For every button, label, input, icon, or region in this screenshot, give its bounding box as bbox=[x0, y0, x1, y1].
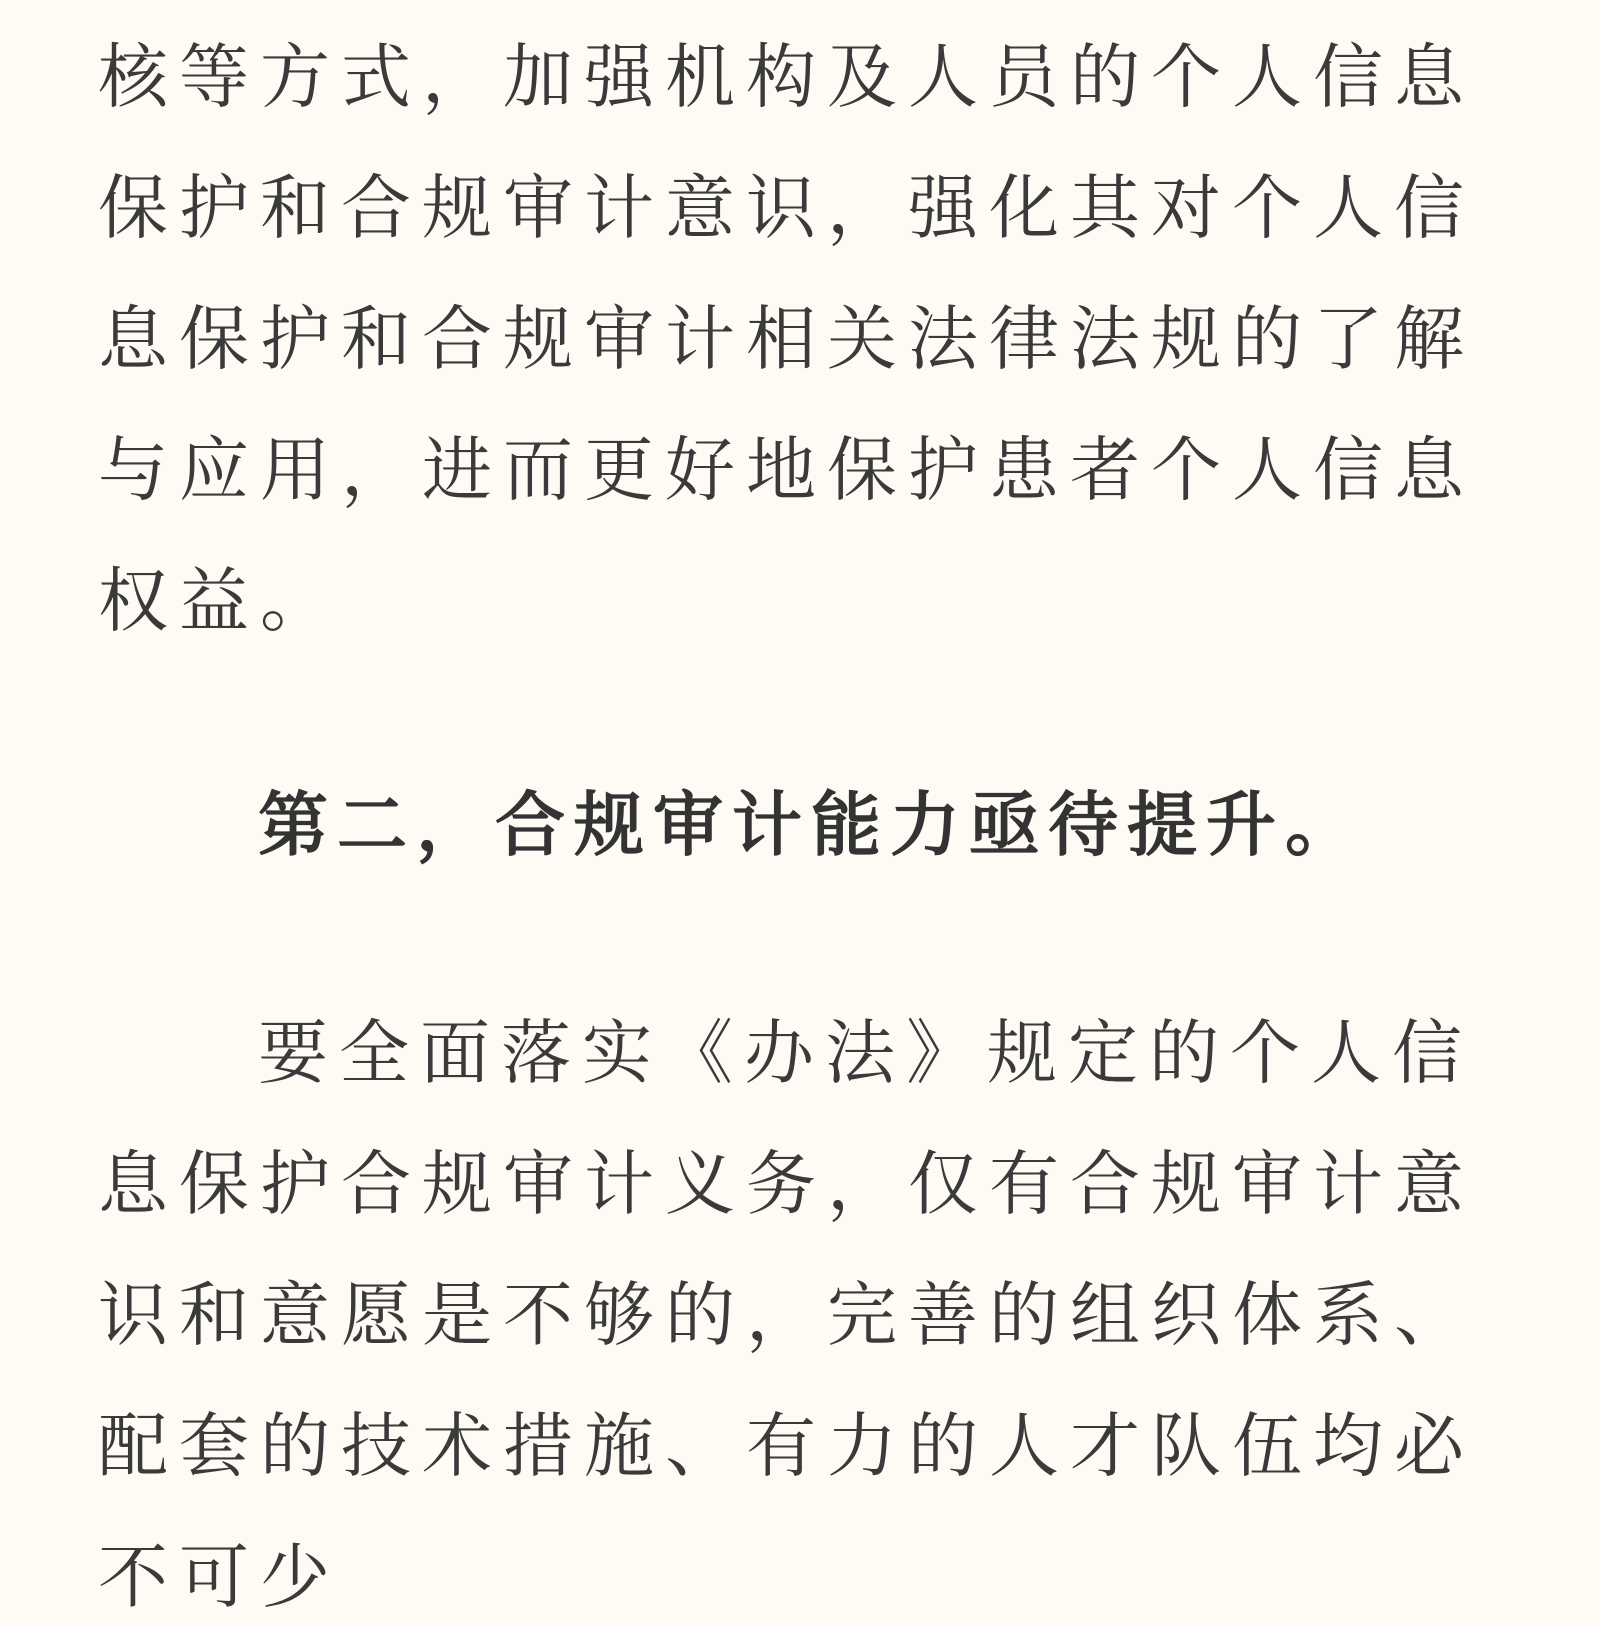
paragraph-2-line-4: 配套的技术措施、有力的人才队伍均必 bbox=[98, 1405, 1475, 1487]
paragraph-2-line-1: 要全面落实《办法》规定的个人信 bbox=[258, 1012, 1473, 1094]
paragraph-1-line-2: 保护和合规审计意识，强化其对个人信 bbox=[98, 167, 1475, 249]
paragraph-1-line-4: 与应用，进而更好地保护患者个人信息 bbox=[98, 429, 1475, 511]
paragraph-2-line-5: 不可少 bbox=[98, 1536, 341, 1618]
paragraph-2-line-3: 识和意愿是不够的，完善的组织体系、 bbox=[98, 1274, 1475, 1356]
paragraph-1-line-5: 权益。 bbox=[98, 560, 341, 642]
paragraph-2-line-2: 息保护合规审计义务，仅有合规审计意 bbox=[98, 1143, 1475, 1225]
section-heading: 第二，合规审计能力亟待提升。 bbox=[258, 784, 1364, 866]
paragraph-1-line-1: 核等方式，加强机构及人员的个人信息 bbox=[98, 36, 1475, 118]
paragraph-1-line-3: 息保护和合规审计相关法律法规的了解 bbox=[98, 298, 1475, 380]
